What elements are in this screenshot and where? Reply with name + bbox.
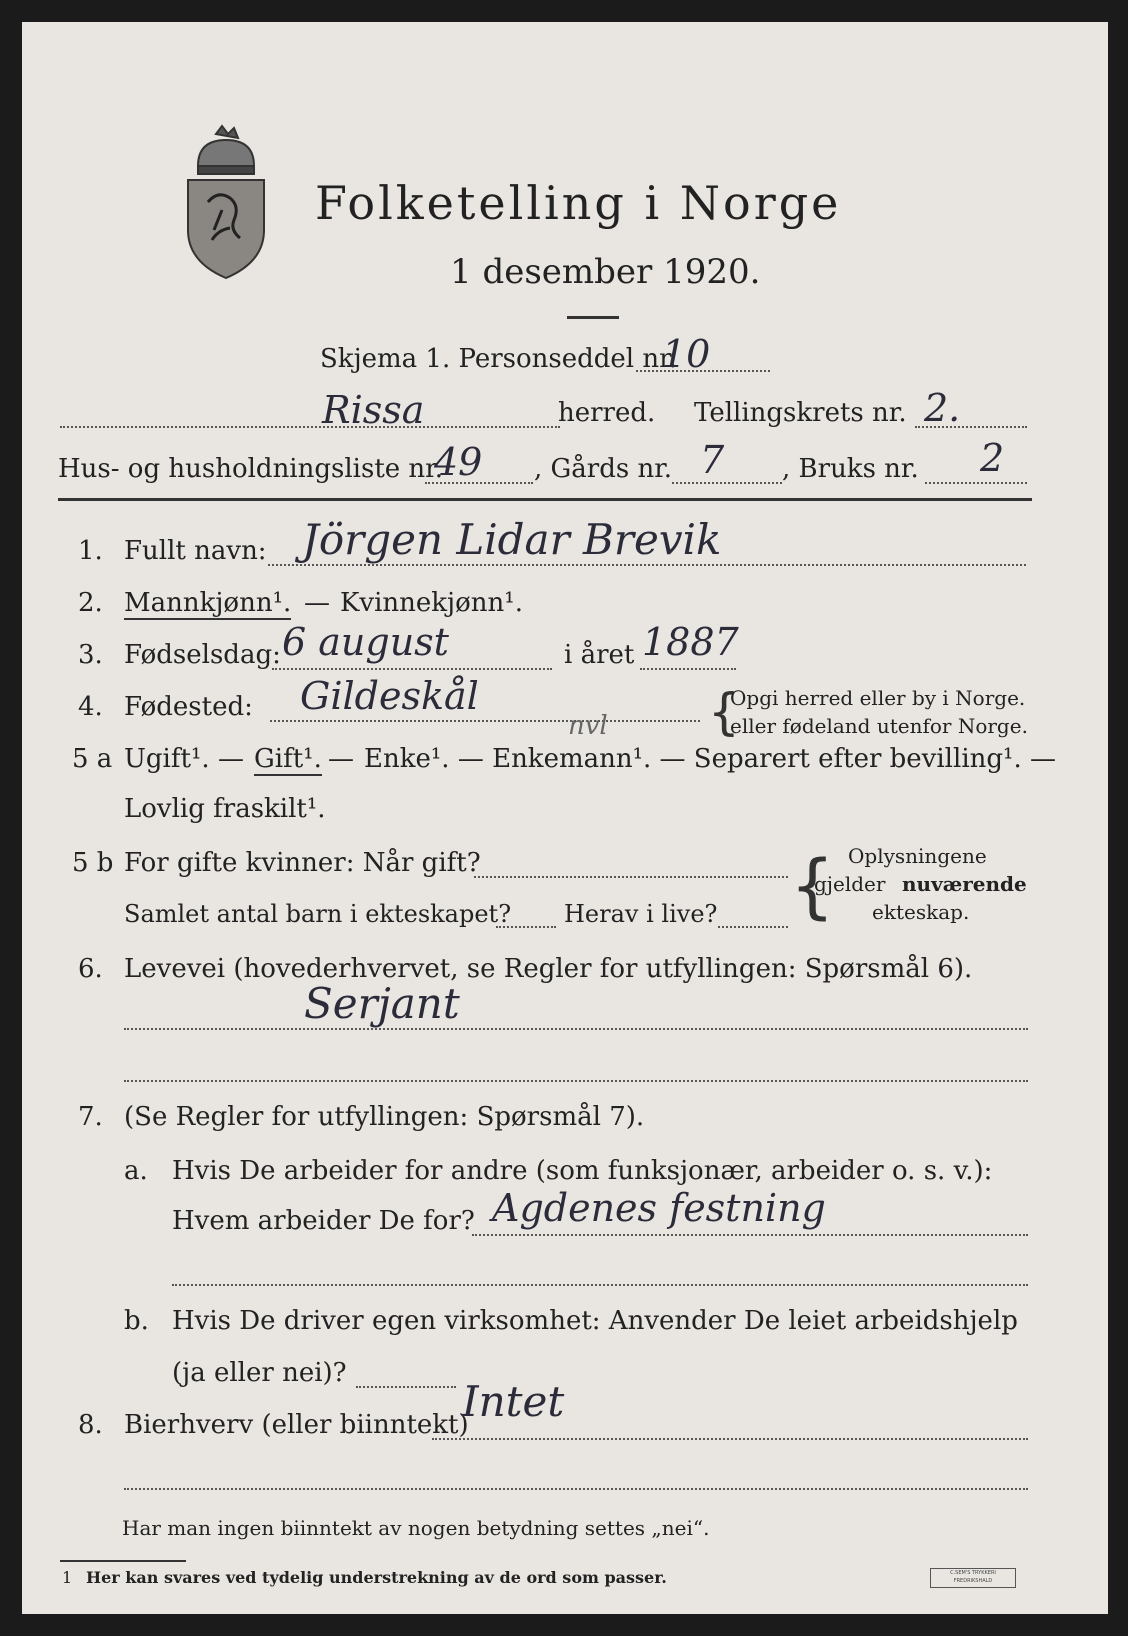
q8-label: Bierhverv (eller biinntekt) — [124, 1410, 469, 1440]
bruks-field-line — [925, 482, 1027, 484]
q5a-number: 5 a — [72, 744, 113, 774]
gards-nr-value: 7 — [700, 438, 725, 482]
q4-hint-line1: Opgi herred eller by i Norge. — [730, 686, 1026, 710]
q4-birthplace-value: Gildeskål — [300, 674, 479, 718]
q1-number: 1. — [78, 536, 103, 566]
q6-field-line1 — [124, 1028, 1028, 1030]
census-date: 1 desember 1920. — [450, 252, 761, 292]
q5b-hint-line2b: nuværende — [902, 872, 1027, 896]
q7a-employer-label: Hvem arbeider De for? — [172, 1206, 475, 1236]
q2-female-option: Kvinnekjønn¹. — [340, 588, 523, 618]
personseddel-nr-value: 10 — [662, 332, 711, 376]
footnote-mark: 1 — [62, 1568, 73, 1587]
hus-nr-value: 49 — [434, 440, 483, 484]
q5b-married-field-line — [474, 876, 788, 878]
q5a-other-options: Enke¹. — Enkemann¹. — Separert efter bevilling¹. — — [364, 744, 1056, 774]
q4-note: nvl — [568, 711, 608, 741]
printer-stamp: C.SEM'S TRYKKERI FREDRIKSHALD — [930, 1568, 1016, 1588]
q1-full-name-value: Jörgen Lidar Brevik — [302, 515, 722, 564]
q1-field-line — [268, 564, 1026, 566]
q7-label: (Se Regler for utfyllingen: Spørsmål 7). — [124, 1102, 645, 1132]
q7a-letter: a. — [124, 1156, 148, 1186]
gards-label: , Gårds nr. — [534, 454, 673, 484]
q7b-hired-help-label: (ja eller nei)? — [172, 1358, 347, 1388]
q4-hint-line2: eller fødeland utenfor Norge. — [730, 714, 1028, 738]
q1-label: Fullt navn: — [124, 536, 267, 566]
q5a-gift-option: Gift¹. — [254, 744, 322, 774]
q5b-number: 5 b — [72, 848, 114, 878]
q4-number: 4. — [78, 692, 103, 722]
q4-field-line — [270, 720, 700, 722]
gards-field-line — [672, 482, 782, 484]
q5b-children-field-line — [496, 926, 556, 928]
q3-day-field-line — [272, 668, 552, 670]
q5a-dash2: — — [328, 744, 354, 774]
q8-side-income-value: Intet — [462, 1377, 565, 1426]
q7a-employer-field-line — [472, 1234, 1028, 1236]
q3-birthday-value: 6 august — [282, 620, 449, 664]
q2-male-option: Mannkjønn¹. — [124, 588, 292, 618]
bottom-note: Har man ingen biinntekt av nogen betydning settes „nei“. — [122, 1516, 710, 1540]
q7-number: 7. — [78, 1102, 103, 1132]
herred-value: Rissa — [322, 388, 425, 432]
footnote-divider — [60, 1560, 186, 1562]
herred-label: herred. — [558, 398, 656, 428]
q3-number: 3. — [78, 640, 103, 670]
q6-number: 6. — [78, 954, 103, 984]
q2-separator: — — [304, 588, 330, 618]
q5b-hint-brace: { — [790, 845, 835, 927]
q3-label: Fødselsdag: — [124, 640, 281, 670]
tellingskrets-label: Tellingskrets nr. — [694, 398, 907, 428]
q2-number: 2. — [78, 588, 103, 618]
q5b-hint-line2a: gjelder — [814, 872, 886, 896]
q6-label: Levevei (hovederhvervet, se Regler for utfyllingen: Spørsmål 6). — [124, 954, 973, 984]
q6-occupation-value: Serjant — [304, 979, 460, 1028]
q7a-field-line2 — [172, 1284, 1028, 1286]
q7b-letter: b. — [124, 1306, 149, 1336]
footnote-text: Her kan svares ved tydelig understrekning av de ord som passer. — [86, 1568, 667, 1587]
bruks-label: , Bruks nr. — [782, 454, 919, 484]
skjema-label: Skjema 1. Personseddel nr. — [320, 344, 677, 374]
q6-field-line2 — [124, 1080, 1028, 1082]
q4-label: Fødested: — [124, 692, 253, 722]
q3-birth-year-value: 1887 — [642, 620, 739, 664]
census-form — [22, 22, 1108, 1614]
q7b-field-line — [356, 1386, 456, 1388]
q7a-label: Hvis De arbeider for andre (som funksjonær, arbeider o. s. v.): — [172, 1156, 993, 1186]
q3-year-field-line — [640, 668, 736, 670]
coat-of-arms-icon — [182, 122, 270, 282]
q4-hint-brace: { — [708, 683, 740, 741]
tellingskrets-nr-value: 2. — [924, 386, 961, 430]
q7a-employer-value: Agdenes festning — [492, 1186, 826, 1230]
q8-field-line2 — [124, 1488, 1028, 1490]
q5b-married-label: For gifte kvinner: Når gift? — [124, 848, 481, 878]
q8-number: 8. — [78, 1410, 103, 1440]
q5b-hint-line3: ekteskap. — [872, 900, 970, 924]
form-title: Folketelling i Norge — [315, 176, 842, 230]
q5a-dash1: — — [218, 744, 244, 774]
q5b-alive-field-line — [718, 926, 788, 928]
q5a-fraskilt-option: Lovlig fraskilt¹. — [124, 794, 326, 824]
q3-year-label: i året — [564, 640, 635, 670]
header-divider — [58, 498, 1032, 501]
q5b-children-label: Samlet antal barn i ekteskapet? — [124, 900, 512, 928]
q5b-hint-line1: Oplysningene — [848, 844, 987, 868]
q5a-ugift-option: Ugift¹. — [124, 744, 210, 774]
title-divider — [567, 316, 619, 319]
herred-field-line — [60, 426, 560, 428]
q8-field-line — [432, 1438, 1028, 1440]
q5b-alive-label: Herav i live? — [564, 900, 718, 928]
hus-label: Hus- og husholdningsliste nr. — [58, 454, 444, 484]
bruks-nr-value: 2 — [980, 436, 1005, 480]
q7b-label: Hvis De driver egen virksomhet: Anvender De leiet arbeidshjelp — [172, 1306, 1018, 1336]
